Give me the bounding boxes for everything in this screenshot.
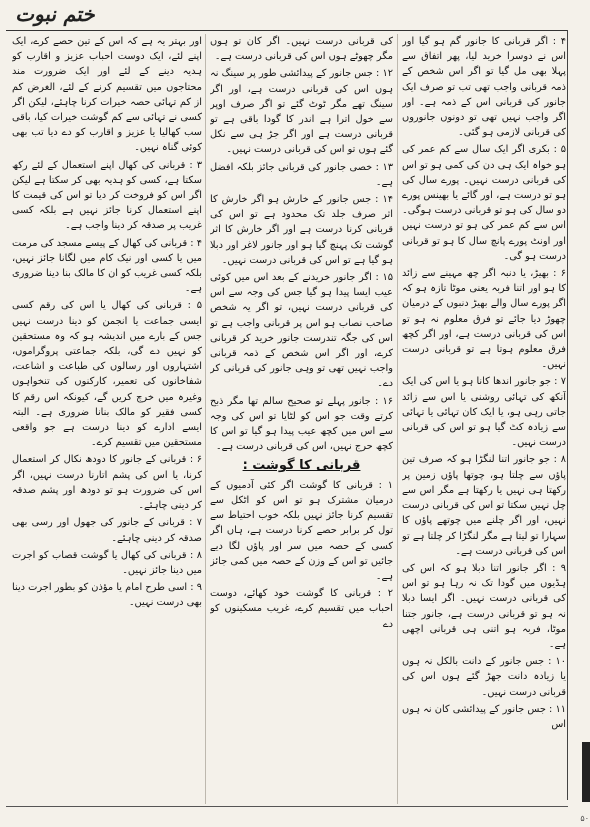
page-number: ۵۰ xyxy=(580,814,589,823)
paragraph: اور بہتر یہ ہے کہ اس کے تین حصے کرے، ایک اپنے لئے، ایک دوست احباب عزیز و اقارب کو ہدیہ دینے کے لئے اور ایک ضرورت مند محتاجوں میں تقسیم کرنے کے لئے، الغرض کم از کم تہائی حصہ خیرات کرنا چاہئے، لیکن اگر کسی نے تہائی سے کم گوشت خیرات کیا، باقی سب کھالیا یا عزیز و اقارب کو دے دیا تب بھی کوئی گناہ نہیں۔ xyxy=(12,36,202,154)
top-rule xyxy=(6,30,568,31)
paragraph: ۱۳ : خصی جانور کی قربانی جائز بلکہ افضل ہے۔ xyxy=(210,161,393,188)
paragraph: ۴ : قربانی کی کھال کے پیسے مسجد کی مرمت میں یا کسی اور نیک کام میں لگانا جائز نہیں، بلکہ کسی غریب کو ان کا مالک بنا دینا ضروری ہے۔ xyxy=(12,237,202,295)
paragraph: ۱۴ : جس جانور کے خارش ہو اگر خارش کا اثر صرف جلد تک محدود ہے تو اس کی قربانی کرنا درست ہے اور اگر خارش کا اثر گوشت تک پہنچ گیا ہو اور جانور لاغر اور دبلا ہو گیا ہے تو اس کی قربانی درست نہیں۔ xyxy=(210,194,393,266)
paragraph: ۱۶ : جانور پہلے تو صحیح سالم تھا مگر ذبح کرتے وقت جو اس کو لٹایا تو اس کی وجہ سے اس میں کچھ عیب پیدا ہو گیا تو اس کا کچھ حرج نہیں، اس کی قربانی درست ہے۔ xyxy=(210,395,393,453)
paragraph: ۶ : بھیڑ، یا دنبہ اگر چھ مہینے سے زائد کا ہو اور اتنا فربہ یعنی موٹا تازہ ہو کہ اگر پورے سال والے بھیڑ دنبوں کے درمیان چھوڑ دیا جائے تو فرق معلوم نہ ہو تو اس کی قربانی درست ہے، اور اگر کچھ فرق معلوم ہوتا ہے تو قربانی درست نہیں۔ xyxy=(402,268,566,371)
paragraph: ۹ : اسی طرح امام یا مؤذن کو بطور اجرت دینا بھی درست نہیں۔ xyxy=(12,582,202,609)
column-divider xyxy=(205,34,206,804)
left-column xyxy=(12,34,202,802)
section-heading: قربانی کا گوشت : xyxy=(242,458,361,474)
paragraph: ۸ : جو جانور اتنا لنگڑا ہو کہ صرف تین پاؤں سے چلتا ہو، چوتھا پاؤں زمین پر رکھتا ہی نہیں یا رکھتا ہے مگر اس سے چل نہیں سکتا تو اس کی قربانی درست نہیں، اور اگر چلنے میں چوتھے پاؤں کا سہارا تو لیتا ہے مگر لنگڑا کر چلتا ہے تو اس کی قربانی درست ہے۔ xyxy=(402,454,566,557)
right-rule xyxy=(567,30,568,800)
paragraph: ۱۱ : جس جانور کے پیدائشی کان نہ ہوں اس xyxy=(402,703,566,730)
paragraph: ۸ : قربانی کی کھال یا گوشت قصاب کو اجرت میں دینا جائز نہیں۔ xyxy=(12,549,202,576)
paragraph: ۱ : قربانی کا گوشت اگر کئی آدمیوں کے درمیان مشترک ہو تو اس کو اٹکل سے تقسیم کرنا جائز نہیں بلکہ خوب احتیاط سے تول کر برابر حصے کرنا درست ہے، ہاں اگر کسی کے حصہ میں سر اور پاؤں لگا دیے جائیں تو اس کے وزن کے حصہ میں کمی جائز ہے۔ xyxy=(210,479,393,582)
paragraph: ۱۰ : جس جانور کے دانت بالکل نہ ہوں یا زیادہ دانت جھڑ گئے ہوں اس کی قربانی درست نہیں۔ xyxy=(402,656,566,698)
column-divider xyxy=(397,34,398,804)
masthead-title: ختم نبوت xyxy=(14,2,99,26)
paragraph: ۵ : بکری اگر ایک سال سے کم عمر کی ہو خواہ ایک ہی دن کی کمی ہو تو اس کی قربانی درست نہیں۔ پورے سال کی ہو تو درست ہے، اور گائے یا بھینس پورے دو سال کی ہو تو قربانی درست ہوگی۔ اس سے کم عمر کی ہو تو درست نہیں اور اونٹ پورے پانچ سال کا ہو تو قربانی درست ہو گی۔ xyxy=(402,144,566,262)
paragraph: ۶ : قربانی کے جانور کا دودھ نکال کر استعمال کرنا، یا اس کی پشم اتارنا درست نہیں، اگر اس کی ضرورت ہو تو دودھ اور پشم صدقہ کر دینی چاہئے۔ xyxy=(12,454,202,512)
paragraph: ۱۵ : اگر جانور خریدنے کے بعد اس میں کوئی عیب ایسا پیدا ہو گیا جس کی وجہ سے اس کی قربانی درست نہیں، تو اگر یہ شخص صاحب نصاب ہو اس پر قربانی واجب ہے تو اس کی جگہ تندرست جانور خرید کر قربانی کرے، اور اگر اس شخص کے ذمہ قربانی واجب نہیں تھی تو وہی جانور کی قربانی کر دے۔ xyxy=(210,272,393,390)
edge-tab-marker xyxy=(582,742,590,802)
paragraph: ۱۲ : جس جانور کے پیدائشی طور پر سینگ نہ ہوں اس کی قربانی درست ہے، اور اگر سینگ تھے مگر ٹوٹ گئے تو اگر صرف اوپر سے خول اترا ہے اندر کا گودا باقی ہے تو قربانی درست ہے اور اگر جڑ ہی سے نکل گئے ہوں تو اس کی قربانی درست نہیں۔ xyxy=(210,68,393,156)
paragraph: ۲ : قربانی کا گوشت خود کھائے، دوست احباب میں تقسیم کرے، غریب مسکینوں کو دے xyxy=(210,588,393,630)
paragraph: ۷ : قربانی کے جانور کی جھول اور رسی بھی صدقہ کر دینی چاہئے۔ xyxy=(12,517,202,544)
paragraph: ۵ : قربانی کی کھال یا اس کی رقم کسی ایسی جماعت یا انجمن کو دینا درست نہیں جس کے بارے میں اندیشہ ہو کہ وہ مستحقین کو نہیں دے گی، بلکہ جماعتی پروگراموں، اشتہاروں اور رسالوں کی طباعت و اشاعت، شفاخانوں کی تعمیر، کارکنوں کی تنخواہوں وغیرہ میں خرچ کریں گے، کیونکہ اس رقم کا کسی فقیر کو مالک بنانا ضروری ہے۔ البتہ ایسے ادارے کو دینا درست ہے جو واقعی مستحقین میں تقسیم کرے۔ xyxy=(12,300,202,449)
paragraph: ۳ : قربانی کی کھال اپنے استعمال کے لئے رکھ سکتا ہے، کسی کو ہدیہ بھی کر سکتا ہے لیکن اگر اس کو فروخت کر دیا تو اس کی قیمت کا اپنے استعمال کرنا جائز نہیں ہے بلکہ کسی غریب پر صدقہ کر دینا واجب ہے۔ xyxy=(12,159,202,232)
right-column xyxy=(402,34,566,802)
bottom-rule xyxy=(6,806,568,807)
middle-column xyxy=(210,34,393,802)
paragraph: کی قربانی درست نہیں۔ اگر کان تو ہوں مگر چھوٹے ہوں اس کی قربانی درست ہے۔ xyxy=(210,36,393,63)
paragraph: ۹ : اگر جانور اتنا دبلا ہو کہ اس کی ہڈیوں میں گودا تک نہ رہا ہو تو اس کی قربانی درست نہیں۔ اگر ایسا دبلا نہ ہو تو قربانی درست ہے، جانور جتنا موٹا، فربہ ہو اتنی ہی قربانی اچھی ہے۔ xyxy=(402,562,566,650)
paragraph: ۷ : جو جانور اندھا کانا ہو یا اس کی ایک آنکھ کی تہائی روشنی یا اس سے زائد جاتی رہی ہو، یا ایک کان تہائی یا تہائی سے زیادہ کٹ گیا ہو تو اس کی قربانی درست نہیں۔ xyxy=(402,376,566,449)
paragraph: ۴ : اگر قربانی کا جانور گم ہو گیا اور اس نے دوسرا خرید لیا، پھر اتفاق سے پہلا بھی مل گیا تو اگر اس شخص کے ذمہ قربانی واجب تھی تب تو صرف ایک جانور کی قربانی اس کے ذمہ ہے۔ اور اگر واجب نہیں تھی تو دونوں جانوروں کی قربانی لازمی ہو گئی۔ xyxy=(402,36,566,139)
